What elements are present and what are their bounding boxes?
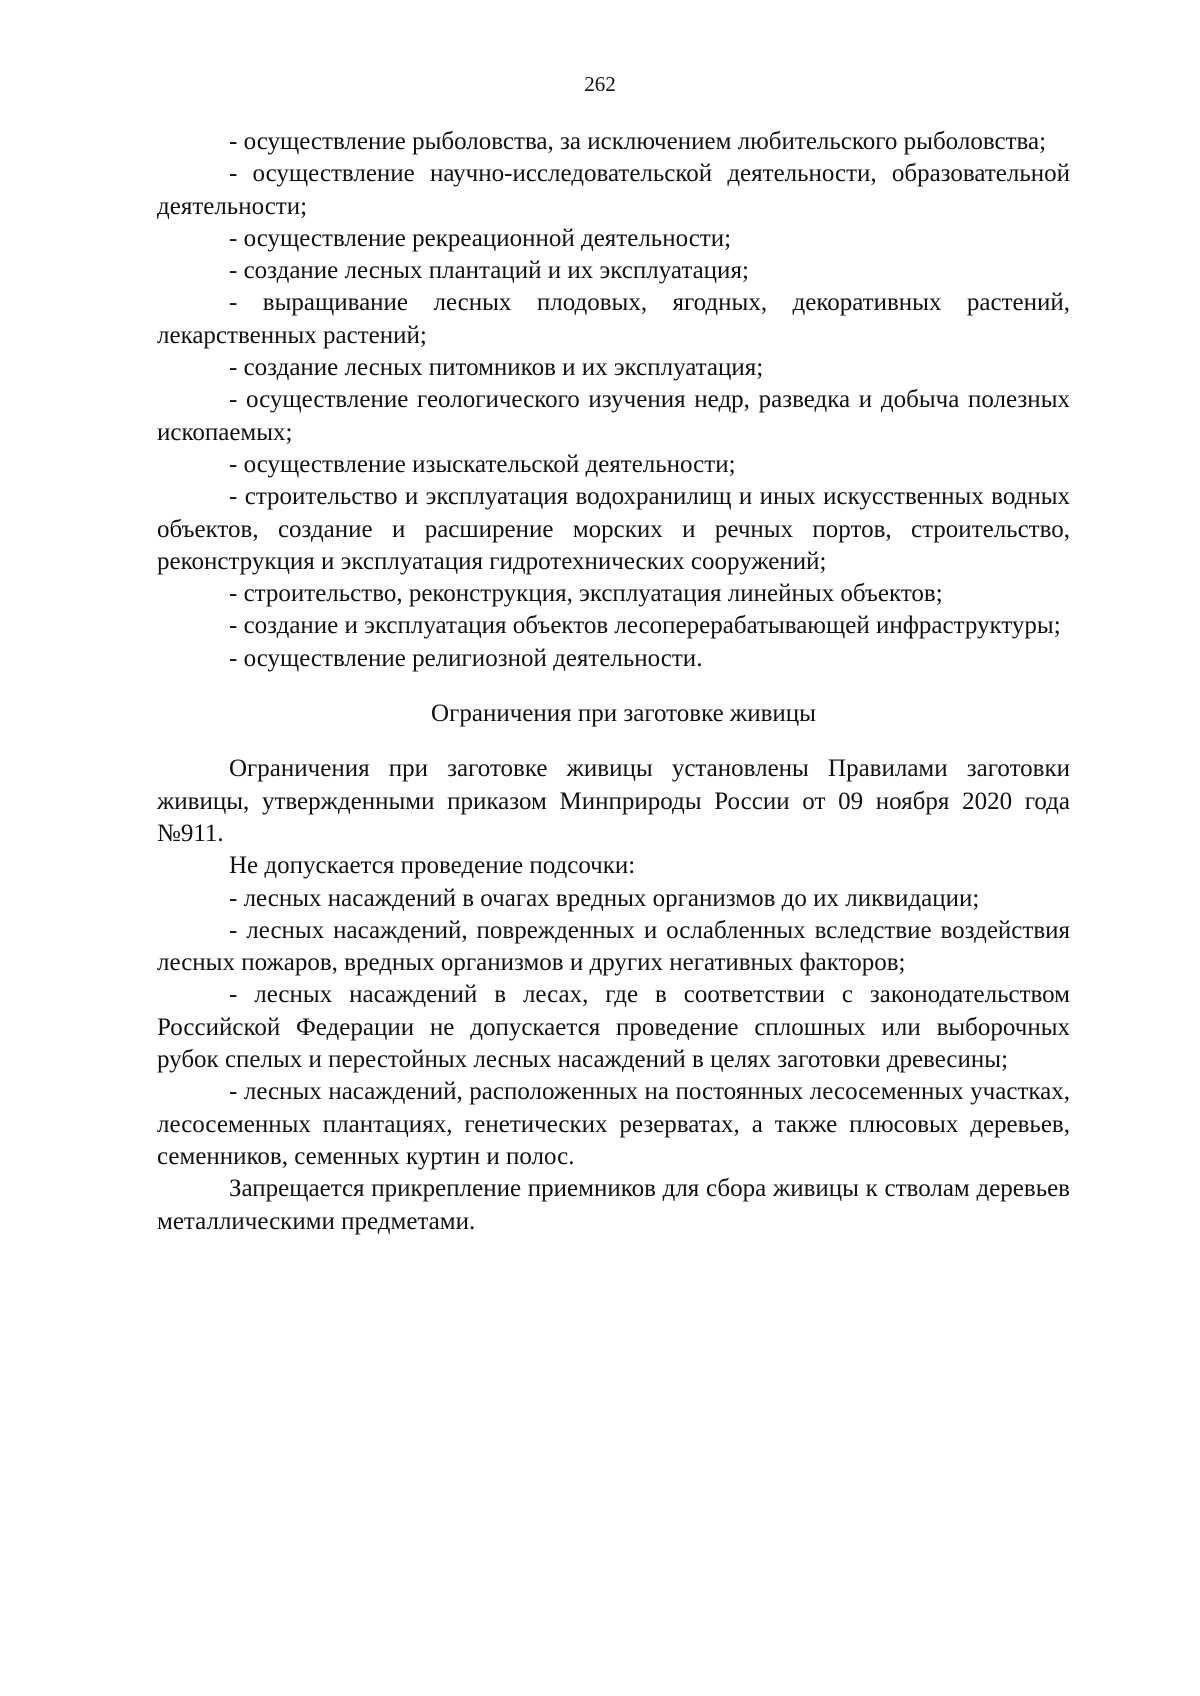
list-item: - осуществление религиозной деятельности.	[229, 644, 703, 672]
page-number: 262	[584, 72, 616, 96]
list-item: - строительство, реконструкция, эксплуатация линейных объектов;	[229, 580, 943, 608]
list-item: - лесных насаждений в очагах вредных организмов до их ликвидации;	[229, 884, 980, 912]
list-item: - осуществление изыскательской деятельности;	[229, 450, 736, 478]
permitted-activities-list	[157, 126, 1070, 675]
list-item: - лесных насаждений в лесах, где в соответствии с законодательством Российской Федерации не допускается проведение сплошных или выборочных рубок спелых и перестойных лесных насаждений в целях заготовки древесины;	[157, 981, 1070, 1074]
list-item: - лесных насаждений, поврежденных и ослабленных вследствие воздействия лесных пожаров, вредных организмов и других негативных факторов;	[157, 916, 1070, 977]
list-item: - осуществление геологического изучения недр, разведка и добыча полезных ископаемых;	[157, 386, 1070, 446]
list-item: - осуществление рыболовства, за исключением любительского рыболовства;	[229, 128, 1047, 155]
intro-paragraph: Ограничения при заготовке живицы установлены Правилами заготовки живицы, утвержденными приказом Минприроды России от 09 ноября 2020 года №911.	[157, 755, 1070, 847]
list-item: - осуществление рекреационной деятельности;	[229, 224, 732, 252]
list-item: - создание лесных питомников и их эксплуатация;	[229, 354, 764, 382]
page-content	[157, 126, 1070, 1238]
paragraph: Не допускается проведение подсочки:	[229, 852, 636, 880]
list-item: - создание и эксплуатация объектов лесоперерабатывающей инфраструктуры;	[229, 612, 1061, 640]
list-item: - создание лесных плантаций и их эксплуатация;	[229, 257, 749, 285]
section-heading: Ограничения при заготовке живицы	[431, 700, 816, 728]
list-item: - выращивание лесных плодовых, ягодных, декоративных растений, лекарственных растений;	[157, 289, 1070, 349]
resin-restrictions-section	[157, 753, 1070, 1237]
list-item: - осуществление научно-исследовательской деятельности, образовательной деятельности;	[157, 160, 1070, 220]
list-item: - строительство и эксплуатация водохранилищ и иных искусственных водных объектов, создание и расширение морских и речных портов, строительство, реконструкция и эксплуатация гидротехнических сооружений;	[157, 483, 1070, 575]
closing-paragraph: Запрещается прикрепление приемников для сбора живицы к стволам деревьев металлическими предметами.	[157, 1175, 1070, 1235]
list-item: - лесных насаждений, расположенных на постоянных лесосеменных участках, лесосеменных плантациях, генетических резерватах, а также плюсовых деревьев, семенников, семенных куртин и полос.	[157, 1078, 1070, 1170]
